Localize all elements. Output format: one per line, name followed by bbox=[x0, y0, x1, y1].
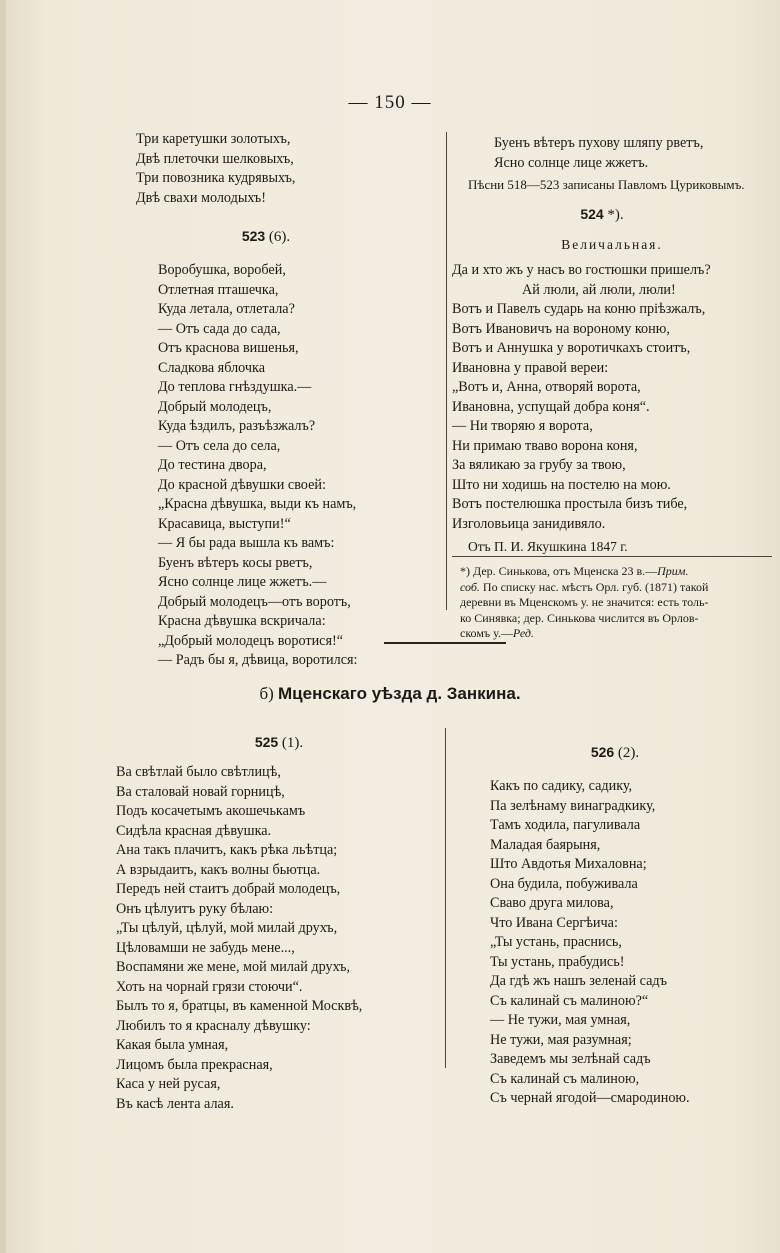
footnote-line: *) Дер. Синькова, отъ Мценска 23 в.—Прим. bbox=[460, 564, 689, 578]
verse-line: Вотъ и Аннушка у воротичкахъ стоитъ, bbox=[452, 340, 691, 356]
song-ref: *). bbox=[603, 207, 624, 223]
verse-line: Не тужи, мая разумная; bbox=[490, 1031, 632, 1048]
verse-line: Три каретушки золотыхъ, bbox=[136, 131, 291, 147]
verse-line: А взрыдаитъ, какъ волны бьютца. bbox=[116, 861, 321, 878]
verse-line: Сладкова яблочка bbox=[158, 359, 265, 376]
verse-line: До тестина двора, bbox=[158, 457, 267, 473]
verse-line: Ва свѣтлай было свѣтлицѣ, bbox=[116, 764, 281, 780]
verse-line: — Ни творяю я ворота, bbox=[452, 418, 593, 434]
footnote-rule bbox=[452, 556, 772, 557]
verse-line: Вотъ постелюшка простыла бизъ тибе, bbox=[452, 496, 688, 512]
verse-line: „Вотъ и, Анна, отворяй ворота, bbox=[452, 379, 641, 395]
verse-line: Ясно солнце лице жжетъ.— bbox=[158, 574, 327, 590]
verse-line: Какая была умная, bbox=[116, 1037, 229, 1053]
song-number: 526 bbox=[590, 744, 615, 760]
footnote bbox=[452, 564, 772, 642]
bottom-right-column bbox=[470, 742, 770, 1109]
verse-line: „Ты устань, праснись, bbox=[490, 934, 622, 950]
verse-line: Цѣловамши не забудь мене..., bbox=[116, 939, 295, 956]
section-title bbox=[0, 684, 780, 704]
verse-line: Съ калинай съ малиною, bbox=[490, 1070, 640, 1087]
verse-line: Буенъ вѣтеръ пухову шляпу рветъ, bbox=[494, 135, 704, 151]
verse-line: Хоть на чорнай грязи стоючи“. bbox=[116, 978, 303, 995]
verse-line: „Добрый молодецъ воротися!“ bbox=[158, 632, 344, 649]
verse-line: Двѣ свахи молодыхъ! bbox=[136, 189, 266, 206]
bottom-left-column bbox=[116, 732, 442, 1114]
verse-line: Ивановна, успущай добра коня“. bbox=[452, 398, 650, 415]
verse-line: Ва сталовай новай горницѣ, bbox=[116, 783, 285, 800]
verse-line: Куда летала, отлетала? bbox=[158, 301, 295, 317]
verse-line: Ивановна у правой вереи: bbox=[452, 359, 609, 376]
verse-line: Сваво друга милова, bbox=[490, 895, 614, 911]
footnote-line: деревни въ Мценскомъ у. не значится: есть толь- bbox=[460, 595, 709, 609]
verse-line: Онъ цѣлуитъ руку бѣлаю: bbox=[116, 900, 274, 917]
verse-line: Добрый молодецъ, bbox=[158, 398, 272, 415]
song-ref: (2). bbox=[614, 745, 640, 761]
verse-line: Буенъ вѣтеръ косы рветъ, bbox=[158, 554, 313, 571]
song-524-verse bbox=[452, 261, 772, 534]
verse-line: Ясно солнце лице жжетъ. bbox=[494, 154, 649, 171]
top-left-column bbox=[136, 130, 436, 671]
footnote-line: скомъ у.—Ред. bbox=[460, 626, 534, 640]
section-name: Мценскаго уѣзда д. Занкина. bbox=[278, 684, 521, 703]
verse-line: Отъ краснова вишенья, bbox=[158, 340, 299, 356]
verse-line: — Отъ сада до сада, bbox=[158, 320, 281, 337]
verse-line: Съ чернай ягодой—смародиною. bbox=[490, 1090, 690, 1106]
verse-line: Вотъ и Павелъ сударь на коню пріѣзжалъ, bbox=[452, 301, 706, 317]
song-number: 525 bbox=[254, 734, 279, 750]
section-prefix: б) bbox=[259, 684, 278, 703]
song-ref: (1). bbox=[278, 735, 304, 751]
song-523-verse bbox=[136, 261, 436, 671]
top-right-column bbox=[452, 134, 772, 642]
song-ref: (6). bbox=[265, 229, 291, 245]
verse-line: Изголовьица занидивяло. bbox=[452, 515, 606, 532]
verse-line: Что Ивана Сергѣича: bbox=[490, 914, 618, 931]
intro-verse bbox=[452, 134, 772, 173]
section-divider bbox=[384, 642, 506, 644]
verse-line: Ты устань, прабудись! bbox=[490, 953, 625, 970]
verse-line: Отлетная пташечка, bbox=[158, 281, 279, 298]
verse-line: За вяликаю за грубу за твою, bbox=[452, 457, 626, 473]
column-divider-top bbox=[446, 132, 447, 610]
verse-line: Воробушка, воробей, bbox=[158, 262, 286, 278]
verse-line: — Отъ села до села, bbox=[158, 437, 281, 454]
verse-line: Маладая баярыня, bbox=[490, 836, 601, 853]
song-number: 523 bbox=[241, 228, 266, 244]
verse-line: Ни примаю тваво ворона коня, bbox=[452, 437, 638, 454]
song-subtitle: Величальная. bbox=[561, 237, 663, 252]
verse-line: Передъ ней стаитъ добрай молодецъ, bbox=[116, 881, 341, 897]
verse-line: Заведемъ мы зелѣнай садъ bbox=[490, 1051, 651, 1067]
verse-line: Съ калинай съ малиною?“ bbox=[490, 992, 649, 1009]
verse-line: Куда ѣздилъ, разъѣзжалъ? bbox=[158, 418, 316, 434]
verse-line: Па зелѣнаму винаградкику, bbox=[490, 797, 656, 814]
verse-line: Красна дѣвушка вскричала: bbox=[158, 613, 326, 629]
song-524-heading bbox=[452, 204, 752, 225]
verse-line: Што ни ходишь на постелю на мою. bbox=[452, 476, 671, 493]
verse-line: — Радъ бы я, дѣвица, воротился: bbox=[158, 652, 358, 668]
verse-line: До теплова гнѣздушка.— bbox=[158, 379, 312, 395]
song-525-heading bbox=[116, 732, 442, 753]
verse-line: Любилъ то я красналу дѣвушку: bbox=[116, 1017, 311, 1034]
song-526-verse bbox=[470, 777, 770, 1109]
verse-line: „Красна дѣвушка, выди къ намъ, bbox=[158, 496, 357, 512]
verse-line: До красной дѣвушки своей: bbox=[158, 476, 326, 493]
verse-line: — Я бы рада вышла къ вамъ: bbox=[158, 535, 335, 551]
verse-line: Каса у ней русая, bbox=[116, 1076, 221, 1092]
verse-line: Ана такъ плачитъ, какъ рѣка льѣтца; bbox=[116, 842, 338, 858]
verse-line: Подъ косачетымъ акошечькамъ bbox=[116, 803, 306, 819]
verse-line: Воспамяни же мене, мой милай друхъ, bbox=[116, 959, 351, 975]
verse-line: Да и хто жъ у насъ во гостюшки пришелъ? bbox=[452, 262, 711, 278]
song-number: 524 bbox=[580, 206, 604, 222]
intro-verse bbox=[136, 130, 436, 208]
verse-line: Да гдѣ жъ нашъ зеленай садъ bbox=[490, 973, 667, 989]
footnote-line: ко Синявка; дер. Синькова числится въ Орлов- bbox=[460, 610, 699, 625]
verse-line: Былъ то я, братцы, въ каменной Москвѣ, bbox=[116, 998, 363, 1014]
column-divider-bottom bbox=[445, 728, 446, 1068]
verse-line: Три повозника кудрявыхъ, bbox=[136, 170, 296, 186]
verse-line: Лицомъ была прекрасная, bbox=[116, 1056, 273, 1073]
verse-line: Добрый молодецъ—отъ воротъ, bbox=[158, 593, 351, 610]
page-number: — 150 — bbox=[348, 92, 432, 113]
footnote-line: соб. По списку нас. мѣстъ Орл. губ. (1871) такой bbox=[460, 579, 709, 594]
verse-line: Вотъ Ивановичъ на вороному коню, bbox=[452, 320, 670, 337]
verse-line: Ай люли, ай люли, люли! bbox=[522, 281, 676, 298]
verse-line: Двѣ плеточки шелковыхъ, bbox=[136, 150, 294, 167]
verse-line: „Ты цѣлуй, цѣлуй, мой милай друхъ, bbox=[116, 920, 338, 936]
verse-line: Красавица, выступи!“ bbox=[158, 515, 291, 532]
verse-line: Тамъ ходила, пагуливала bbox=[490, 817, 641, 833]
song-523-heading bbox=[136, 226, 396, 247]
verse-line: Сидѣла красная дѣвушка. bbox=[116, 822, 272, 839]
verse-line: — Не тужи, мая умная, bbox=[490, 1012, 631, 1028]
verse-line: Въ касѣ лента алая. bbox=[116, 1095, 234, 1112]
page-edge bbox=[0, 0, 6, 1253]
verse-line: Што Авдотья Михаловна; bbox=[490, 856, 647, 872]
verse-line: Она будила, побуживала bbox=[490, 875, 638, 892]
song-526-heading bbox=[470, 742, 760, 763]
attribution-518-523: Пѣсни 518—523 записаны Павломъ Цуриковымъ. bbox=[468, 177, 745, 192]
verse-line: Какъ по садику, садику, bbox=[490, 778, 633, 794]
song-525-verse bbox=[116, 763, 442, 1114]
attribution-524: Отъ П. И. Якушкина 1847 г. bbox=[468, 539, 628, 554]
